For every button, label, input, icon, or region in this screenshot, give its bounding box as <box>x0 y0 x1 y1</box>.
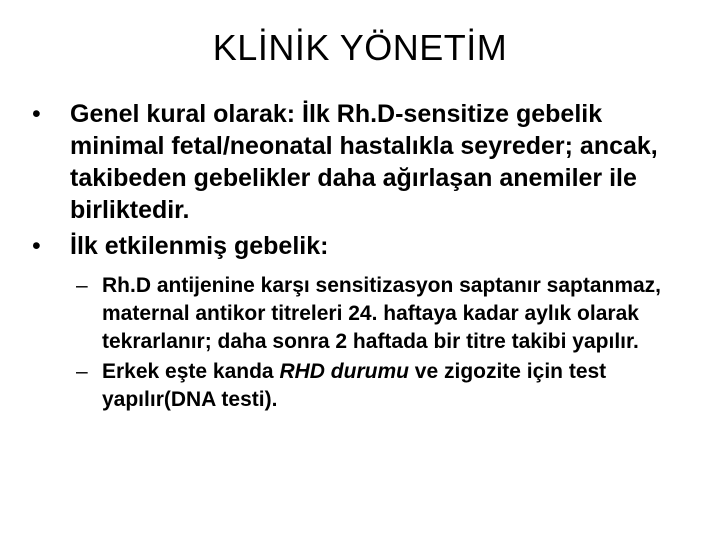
bullet-marker: • <box>32 232 41 260</box>
bullet-item <box>28 230 698 262</box>
sub-bullet-marker: – <box>76 274 88 297</box>
sub-bullet-item <box>76 358 698 414</box>
slide-title: KLİNİK YÖNETİM <box>212 27 508 68</box>
sub-bullet-text: Rh.D antijenine karşı sensitizasyon saptanır saptanmaz, maternal antikor titreleri 24. haftaya kadar aylık olarak tekrarlanır; daha sonra 2 haftada bir titre takibi yapılır. <box>102 274 662 353</box>
slide-body <box>28 98 698 414</box>
sub-bullet-text-italic: RHD durumu <box>279 360 409 383</box>
bullet-marker: • <box>32 100 41 128</box>
bullet-text: İlk etkilenmiş gebelik: <box>70 232 329 260</box>
sub-bullet-item <box>76 272 698 356</box>
bullet-item <box>28 98 698 226</box>
sub-bullet-text-before: Erkek eşte kanda <box>102 360 280 383</box>
sub-bullet-text-after: ve zigozite için test yapılır(DNA testi). <box>102 360 607 411</box>
sub-bullet-marker: – <box>76 360 88 383</box>
bullet-text: Genel kural olarak: İlk Rh.D-sensitize gebelik minimal fetal/neonatal hastalıkla seyreder; ancak, takibeden gebelikler daha ağırlaşan anemiler ile birliktedir. <box>70 100 658 224</box>
